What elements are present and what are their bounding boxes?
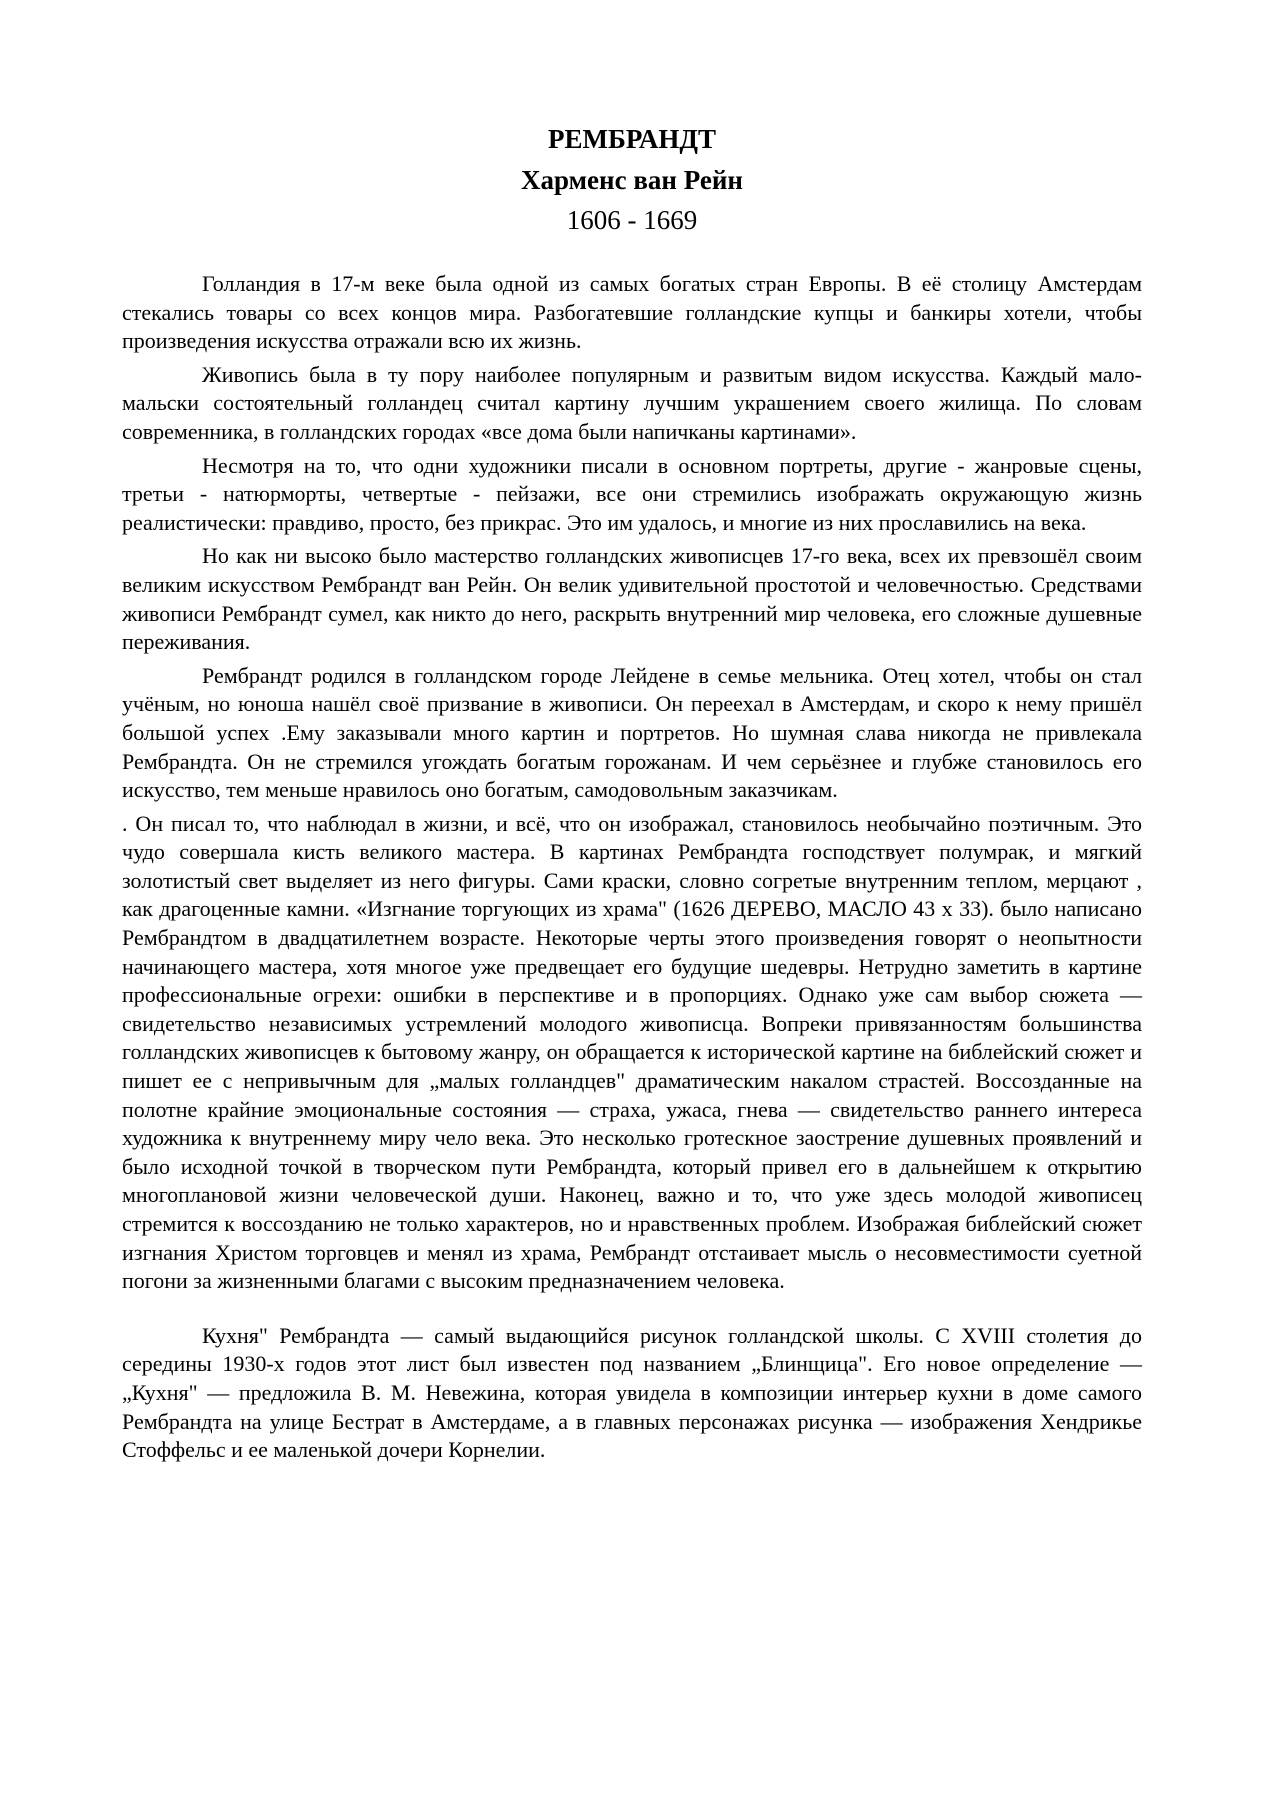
paragraph: Кухня" Рембрандта — самый выдающийся рисунок голландской школы. С XVIII столетия до середины 1930-х годов этот лист был известен под названием „Блинщица". Его новое определение — „Кухня" — предложила В. М. Невежина, которая увидела в композиции интерьер кухни в доме самого Рембрандта на улице Бестрат в Амстердаме, а в главных персонажах рисунка — изображения Хендрикье Стоффельс и ее маленькой дочери Корнелии. bbox=[122, 1322, 1142, 1463]
paragraph: . Он писал то, что наблюдал в жизни, и всё, что он изображал, становилось необычайно поэтичным. Это чудо совершала кисть великого мастера. В картинах Рембрандта господствует полумрак, и мягкий золотистый свет выделяет из него фигуры. Сами краски, словно согретые внутренним теплом, мерцают , как драгоценные камни. «Изгнание торгующих из храма" (1626 ДЕРЕВО, МАСЛО 43 х 33). было написано Рембрандтом в двадцатилетнем возрасте. Некоторые черты этого произведения говорят о неопытности начинающего мастера, хотя многое уже предвещает его будущие шедевры. Нетрудно заметить в картине профессиональные огрехи: ошибки в перспективе и в пропорциях. Однако уже сам выбор сюжета — свидетельство независимых устремлений молодого живописца. Вопреки привязанностям большинства голландских живописцев к бытовому жанру, он обращается к исторической картине на библейский сюжет и пишет ее с непривычным для „малых голландцев" драматическим накалом страстей. Воссозданные на полотне крайние эмоциональные состояния — страха, ужаса, гнева — свидетельство раннего интереса художника к внутреннему миру чело века. Это несколько гротескное заострение душевных проявлений и было исходной точкой в творческом пути Рембрандта, который привел его в дальнейшем к открытию многоплановой жизни человеческой души. Наконец, важно и то, что уже здесь молодой живописец стремится к воссозданию не только характеров, но и нравственных проблем. Изображая библейский сюжет изгнания Христом торговцев и менял из храма, Рембрандт отстаивает мысль о несовместимости суетной погони за жизненными благами с высоким предназначением человека. bbox=[122, 810, 1142, 1294]
document-years: 1606 - 1669 bbox=[566, 205, 698, 235]
paragraph: Несмотря на то, что одни художники писали в основном портреты, другие - жанровые сцены, третьи - натюрморты, четвертые - пейзажи, все они стремились изображать окружающую жизнь реалистически: правдиво, просто, без прикрас. Это им удалось, и многие из них прославились на века. bbox=[122, 452, 1142, 535]
paragraph: Живопись была в ту пору наиболее популярным и развитым видом искусства. Каждый мало-мальски состоятельный голландец считал картину лучшим украшением своего жилища. По словам современника, в голландских городах «все дома были напичканы картинами». bbox=[122, 361, 1142, 444]
paragraph: Рембрандт родился в голландском городе Лейдене в семье мельника. Отец хотел, чтобы он стал учёным, но юноша нашёл своё призвание в живописи. Он переехал в Амстердам, и скоро к нему пришёл большой успех .Ему заказывали много картин и портретов. Но шумная слава никогда не привлекала Рембрандта. Он не стремился угождать богатым горожанам. И чем серьёзнее и глубже становилось его искусство, тем меньше нравилось оно богатым, самодовольным заказчикам. bbox=[122, 662, 1142, 803]
paragraph: Но как ни высоко было мастерство голландских живописцев 17-го века, всех их превзошёл своим великим искусством Рембрандт ван Рейн. Он велик удивительной простотой и человечностью. Средствами живописи Рембрандт сумел, как никто до него, раскрыть внутренний мир человека, его сложные душевные переживания. bbox=[122, 543, 1142, 655]
document-body bbox=[122, 270, 1142, 1470]
paragraph: Голландия в 17-м веке была одной из самых богатых стран Европы. В её столицу Амстердам стекались товары со всех концов мира. Разбогатевшие голландские купцы и банкиры хотели, чтобы произведения искусства отражали всю их жизнь. bbox=[122, 271, 1142, 354]
document-title: РЕМБРАНДТ bbox=[548, 124, 716, 154]
document-subtitle: Харменс ван Рейн bbox=[521, 165, 743, 195]
